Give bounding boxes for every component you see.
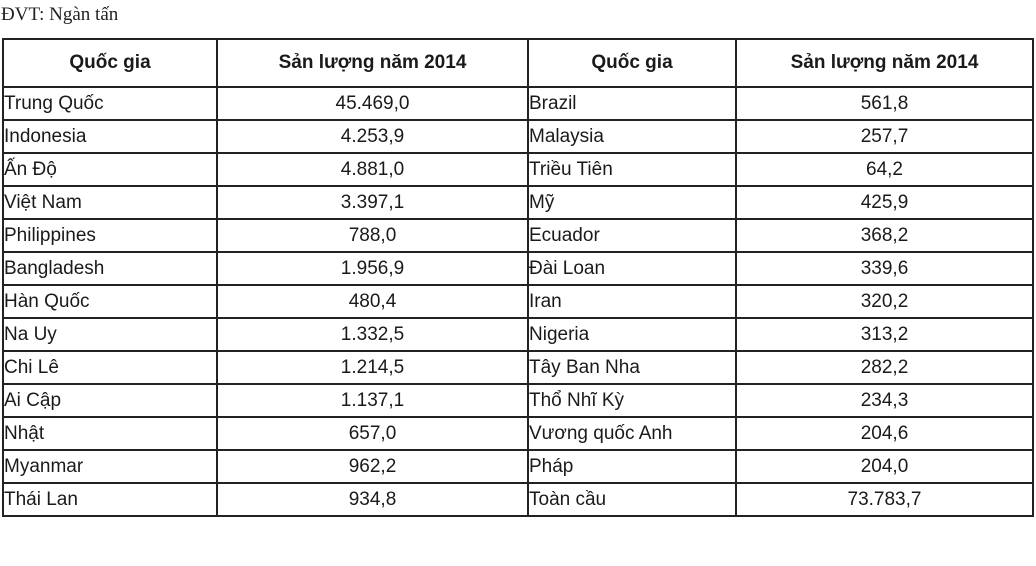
header-output-right: Sản lượng năm 2014: [736, 39, 1033, 87]
left-value-cell: 3.397,1: [217, 186, 528, 219]
left-value-cell: 1.214,5: [217, 351, 528, 384]
left-country-cell: Hàn Quốc: [3, 285, 217, 318]
right-value-cell: 561,8: [736, 87, 1033, 120]
right-value-cell: 368,2: [736, 219, 1033, 252]
table-header: [3, 39, 1033, 87]
left-country-cell: Myanmar: [3, 450, 217, 483]
left-country-cell: Thái Lan: [3, 483, 217, 516]
table-row: [3, 318, 1033, 351]
right-value-cell: 257,7: [736, 120, 1033, 153]
production-table: [2, 38, 1034, 517]
left-country-cell: Chi Lê: [3, 351, 217, 384]
right-country-cell: Đài Loan: [528, 252, 736, 285]
right-country-cell: Mỹ: [528, 186, 736, 219]
left-value-cell: 1.332,5: [217, 318, 528, 351]
table-row: [3, 285, 1033, 318]
table-body: [3, 87, 1033, 516]
unit-label: ĐVT: Ngàn tấn: [1, 4, 119, 25]
right-value-cell: 73.783,7: [736, 483, 1033, 516]
left-value-cell: 934,8: [217, 483, 528, 516]
right-country-cell: Triều Tiên: [528, 153, 736, 186]
right-value-cell: 313,2: [736, 318, 1033, 351]
header-row: [3, 39, 1033, 87]
table-row: [3, 483, 1033, 516]
left-country-cell: Bangladesh: [3, 252, 217, 285]
left-country-cell: Indonesia: [3, 120, 217, 153]
right-country-cell: Nigeria: [528, 318, 736, 351]
right-value-cell: 204,0: [736, 450, 1033, 483]
left-value-cell: 1.956,9: [217, 252, 528, 285]
header-output-left: Sản lượng năm 2014: [217, 39, 528, 87]
left-country-cell: Việt Nam: [3, 186, 217, 219]
right-value-cell: 204,6: [736, 417, 1033, 450]
right-value-cell: 339,6: [736, 252, 1033, 285]
right-value-cell: 282,2: [736, 351, 1033, 384]
right-country-cell: Pháp: [528, 450, 736, 483]
left-value-cell: 480,4: [217, 285, 528, 318]
table-row: [3, 120, 1033, 153]
right-country-cell: Brazil: [528, 87, 736, 120]
table-row: [3, 87, 1033, 120]
table-row: [3, 417, 1033, 450]
left-value-cell: 45.469,0: [217, 87, 528, 120]
header-country-left: Quốc gia: [3, 39, 217, 87]
right-value-cell: 234,3: [736, 384, 1033, 417]
left-value-cell: 4.881,0: [217, 153, 528, 186]
left-country-cell: Nhật: [3, 417, 217, 450]
left-value-cell: 4.253,9: [217, 120, 528, 153]
right-country-cell: Toàn cầu: [528, 483, 736, 516]
header-country-right: Quốc gia: [528, 39, 736, 87]
right-value-cell: 320,2: [736, 285, 1033, 318]
left-value-cell: 788,0: [217, 219, 528, 252]
right-value-cell: 64,2: [736, 153, 1033, 186]
left-country-cell: Trung Quốc: [3, 87, 217, 120]
table-row: [3, 450, 1033, 483]
right-country-cell: Ecuador: [528, 219, 736, 252]
table-row: [3, 219, 1033, 252]
left-value-cell: 962,2: [217, 450, 528, 483]
table-row: [3, 153, 1033, 186]
right-country-cell: Tây Ban Nha: [528, 351, 736, 384]
right-country-cell: Vương quốc Anh: [528, 417, 736, 450]
table-row: [3, 351, 1033, 384]
left-value-cell: 657,0: [217, 417, 528, 450]
left-country-cell: Ai Cập: [3, 384, 217, 417]
left-country-cell: Na Uy: [3, 318, 217, 351]
right-country-cell: Thổ Nhĩ Kỳ: [528, 384, 736, 417]
left-value-cell: 1.137,1: [217, 384, 528, 417]
table-row: [3, 186, 1033, 219]
table-row: [3, 252, 1033, 285]
right-country-cell: Iran: [528, 285, 736, 318]
table-row: [3, 384, 1033, 417]
left-country-cell: Ấn Độ: [3, 153, 217, 186]
right-value-cell: 425,9: [736, 186, 1033, 219]
left-country-cell: Philippines: [3, 219, 217, 252]
right-country-cell: Malaysia: [528, 120, 736, 153]
